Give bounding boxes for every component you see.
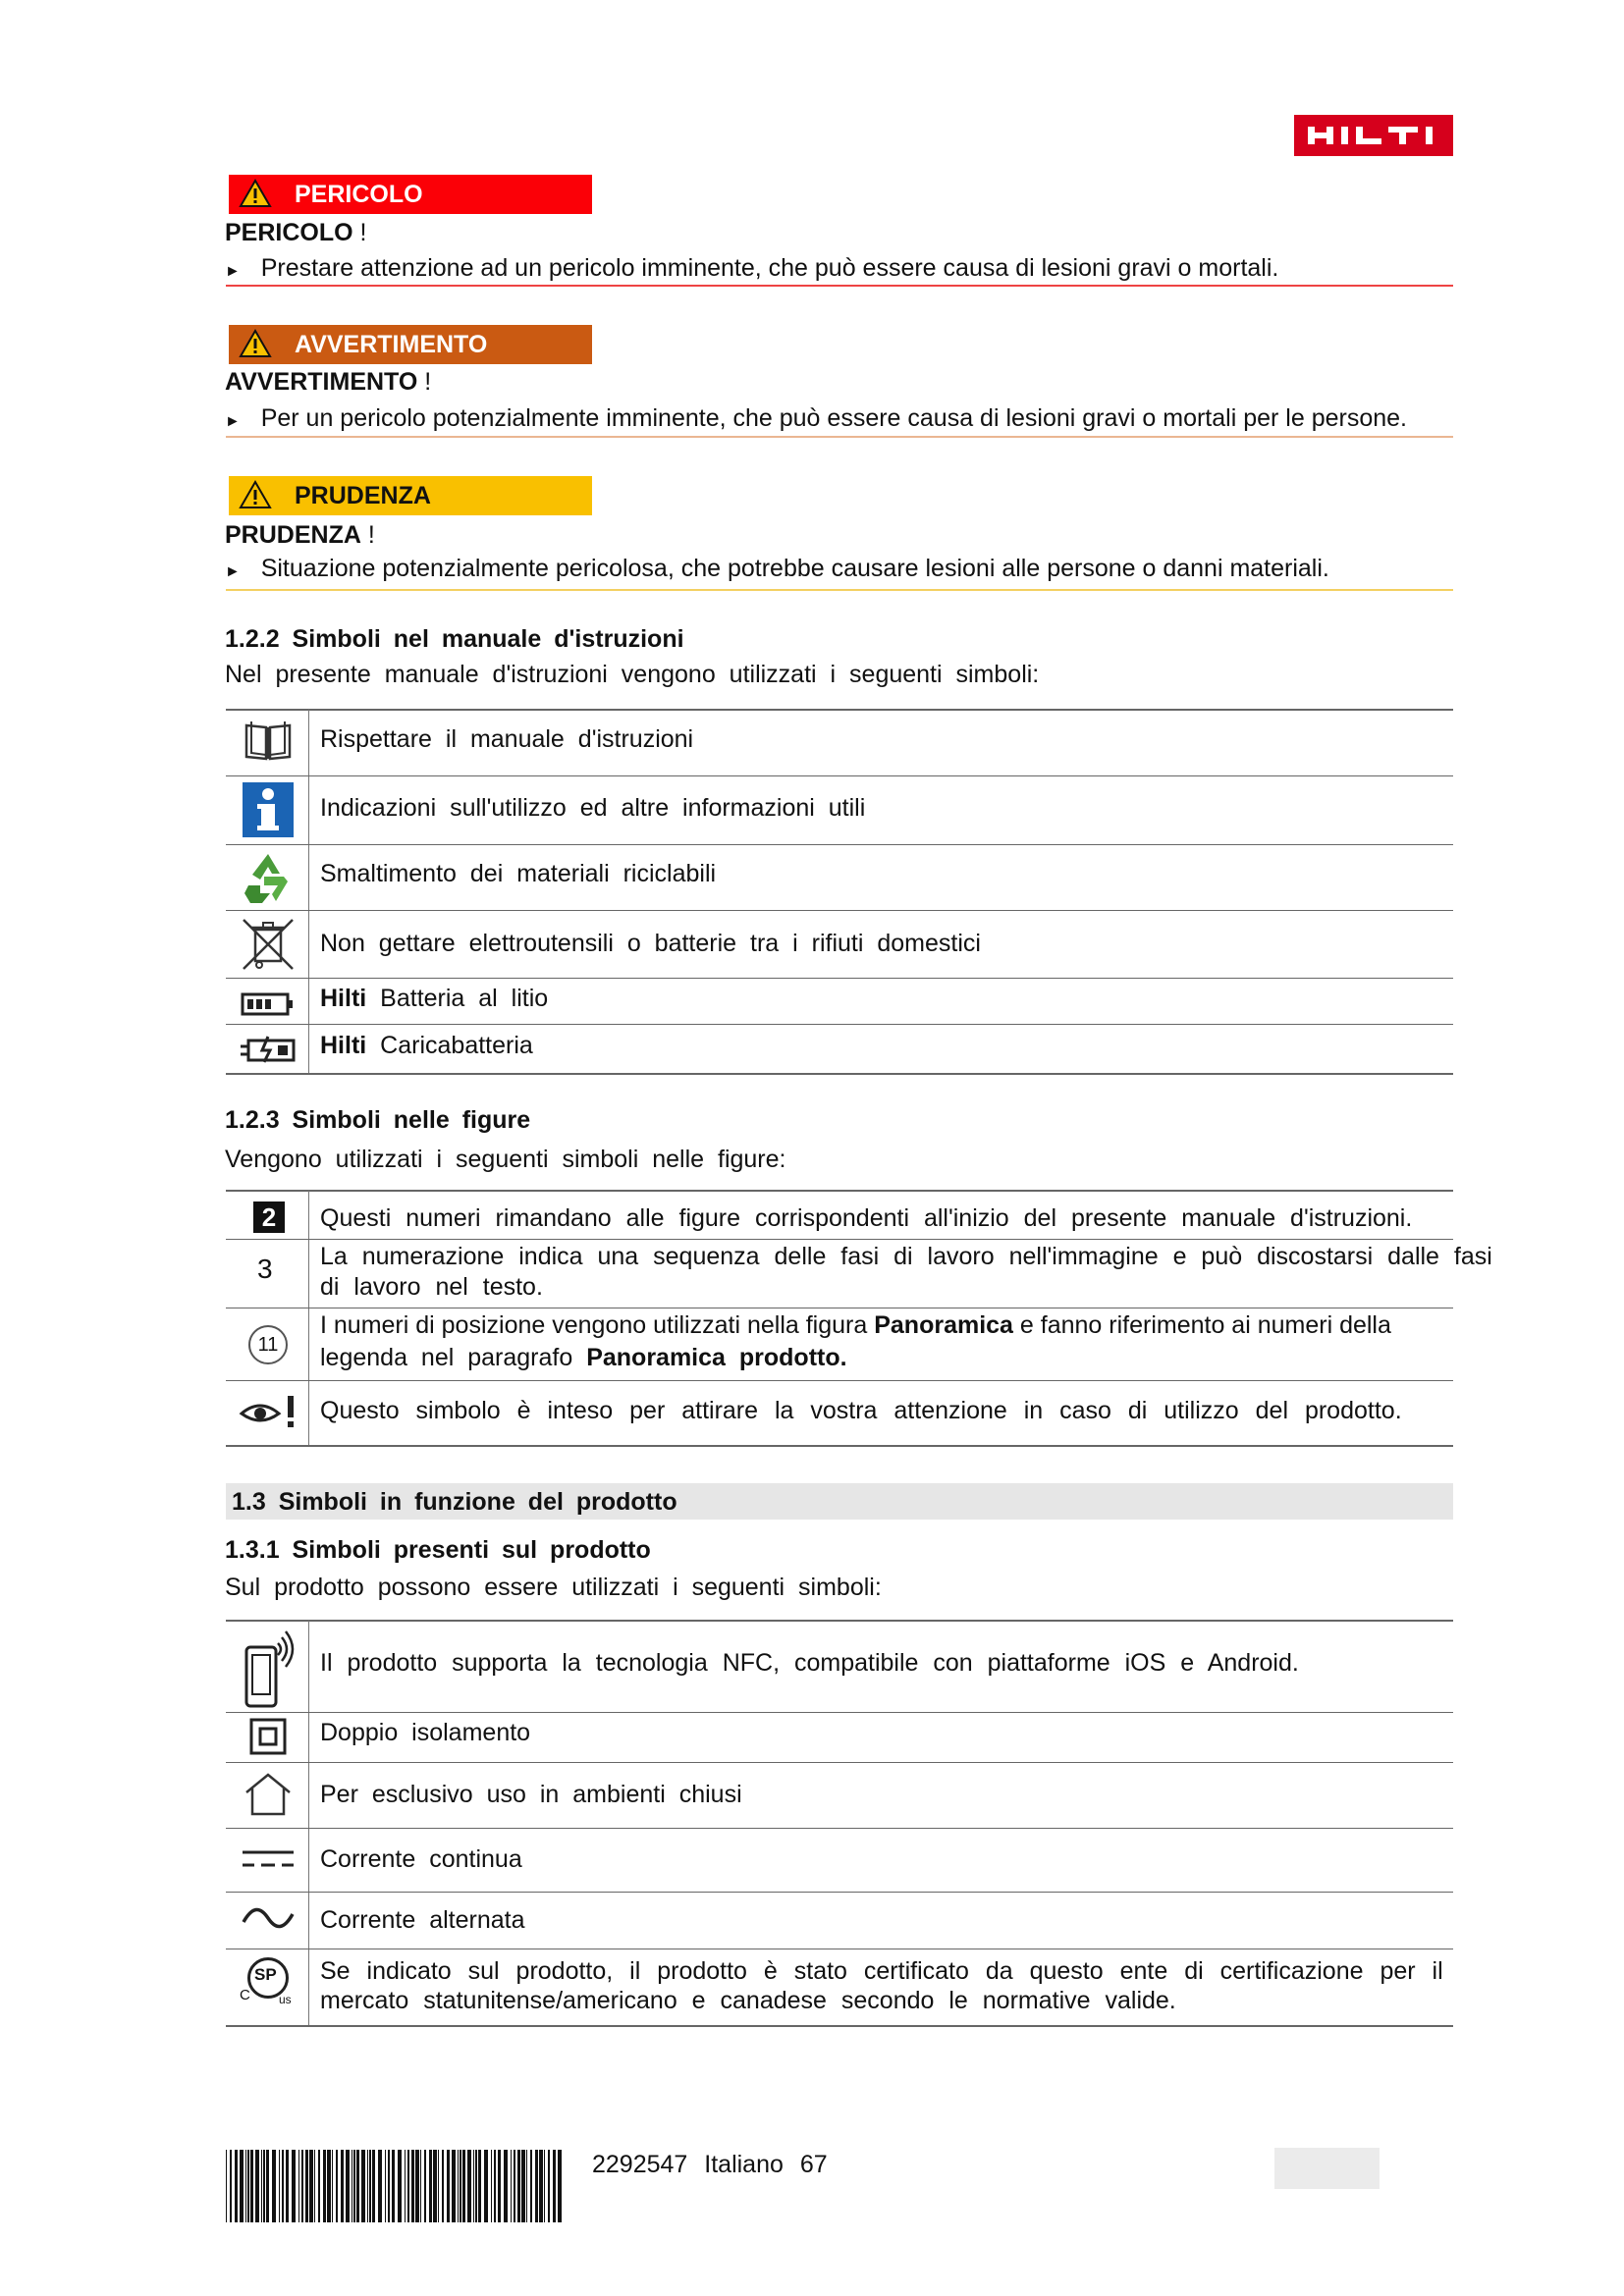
barcode-bar: [462, 2150, 465, 2222]
barcode: [226, 2150, 564, 2222]
barcode-bar: [447, 2150, 450, 2222]
barcode-bar: [494, 2150, 496, 2222]
table-column-divider: [308, 1621, 309, 2027]
symbol-description: Il prodotto supporta la tecnologia NFC, compatibile con piattaforme iOS e Android.: [320, 1649, 1299, 1677]
barcode-bar: [539, 2150, 543, 2222]
barcode-bar: [473, 2150, 474, 2222]
barcode-bar: [298, 2150, 299, 2222]
barcode-bar: [323, 2150, 326, 2222]
eye-attention-icon: [239, 1394, 298, 1429]
caution-banner: [229, 476, 592, 515]
symbol-description-line-2: mercato statunitense/americano e canadese secondo le normative valide.: [320, 1987, 1176, 2014]
symbol-description: Smaltimento dei materiali riciclabili: [320, 860, 717, 887]
table-rule: [226, 775, 1453, 776]
barcode-bar: [301, 2150, 303, 2222]
section-1-3-1-title: 1.3.1 Simboli presenti sul prodotto: [225, 1536, 651, 1564]
symbol-description-line-2: legenda nel paragrafo Panoramica prodotto.: [320, 1344, 847, 1371]
warning-triangle-icon: [239, 329, 272, 358]
table-rule: [226, 1445, 1453, 1447]
position-number-icon: 11: [248, 1325, 288, 1364]
table-rule: [226, 1762, 1453, 1763]
danger-text: ► Prestare attenzione ad un pericolo imminente, che può essere causa di lesioni gravi o mortali.: [225, 254, 1279, 282]
barcode-bar: [356, 2150, 359, 2222]
section-1-2-2-title: 1.2.2 Simboli nel manuale d'istruzioni: [225, 625, 684, 653]
symbol-description: Questo simbolo è inteso per attirare la vostra attenzione in caso di utilizzo del prodotto.: [320, 1397, 1402, 1424]
double-insulation-icon: [249, 1718, 287, 1755]
barcode-bar: [327, 2150, 331, 2222]
csa-certification-icon: SP C us: [240, 1953, 298, 2012]
barcode-bar: [272, 2150, 276, 2222]
section-1-2-3-intro: Vengono utilizzati i seguenti simboli nelle figure:: [225, 1146, 786, 1173]
table-rule: [226, 1073, 1453, 1075]
section-1-2-3-title: 1.2.3 Simboli nelle figure: [225, 1106, 531, 1134]
hilti-logo: [1294, 115, 1453, 156]
caution-text: ► Situazione potenzialmente pericolosa, che potrebbe causare lesioni alle persone o danni materiali.: [225, 555, 1329, 582]
barcode-bar: [240, 2150, 244, 2222]
barcode-bar: [521, 2150, 525, 2222]
warning-banner: [229, 325, 592, 364]
barcode-bar: [266, 2150, 269, 2222]
barcode-bar: [361, 2150, 365, 2222]
barcode-bar: [255, 2150, 259, 2222]
table-rule: [226, 1892, 1453, 1893]
barcode-bar: [261, 2150, 262, 2222]
barcode-bar: [367, 2150, 368, 2222]
table-rule: [226, 1024, 1453, 1025]
table-rule: [226, 910, 1453, 911]
footer-info: 2292547 Italiano 67: [592, 2151, 828, 2178]
table-column-divider: [308, 710, 309, 1075]
barcode-bar: [548, 2150, 550, 2222]
symbol-description-line-1: I numeri di posizione vengono utilizzati nella figura Panoramica e fanno riferimento ai numeri della: [320, 1311, 1391, 1339]
barcode-bar: [336, 2150, 338, 2222]
symbol-description: Per esclusivo uso in ambienti chiusi: [320, 1781, 742, 1808]
barcode-bar: [405, 2150, 406, 2222]
barcode-bar: [318, 2150, 320, 2222]
barcode-bar: [279, 2150, 280, 2222]
barcode-bar: [226, 2150, 227, 2222]
barcode-bar: [392, 2150, 395, 2222]
barcode-bar: [460, 2150, 461, 2222]
barcode-bar: [491, 2150, 492, 2222]
danger-rule: [226, 285, 1453, 287]
table-rule: [226, 1380, 1453, 1381]
symbol-description: Non gettare elettroutensili o batterie tra i rifiuti domestici: [320, 930, 981, 957]
barcode-bar: [511, 2150, 512, 2222]
table-rule: [226, 709, 1453, 711]
barcode-bar: [385, 2150, 386, 2222]
battery-icon: [241, 991, 296, 1017]
symbol-description: Hilti Caricabatteria: [320, 1032, 533, 1059]
warning-triangle-icon: [239, 480, 272, 509]
direct-current-icon: [241, 1847, 296, 1871]
symbol-description-line-2: di lavoro nel testo.: [320, 1273, 543, 1301]
page-tab-marker: [1274, 2148, 1380, 2189]
section-1-2-2-intro: Nel presente manuale d'istruzioni vengono utilizzati i seguenti simboli:: [225, 661, 1040, 688]
step-number-icon: 3: [257, 1254, 273, 1284]
barcode-bar: [458, 2150, 459, 2222]
barcode-bar: [245, 2150, 246, 2222]
barcode-bar: [230, 2150, 232, 2222]
barcode-bar: [282, 2150, 284, 2222]
barcode-bar: [332, 2150, 333, 2222]
barcode-bar: [558, 2150, 562, 2222]
barcode-bar: [475, 2150, 477, 2222]
barcode-bar: [544, 2150, 545, 2222]
barcode-bar: [484, 2150, 488, 2222]
table-rule: [226, 1712, 1453, 1713]
barcode-bar: [429, 2150, 432, 2222]
symbol-description: Corrente alternata: [320, 1906, 525, 1934]
warning-text: ► Per un pericolo potenzialmente imminente, che può essere causa di lesioni gravi o mortali per le persone.: [225, 404, 1407, 432]
table-rule: [226, 844, 1453, 845]
barcode-bar: [372, 2150, 375, 2222]
barcode-bar: [411, 2150, 414, 2222]
table-rule: [226, 1190, 1453, 1192]
alternating-current-icon: [241, 1904, 296, 1932]
barcode-bar: [498, 2150, 501, 2222]
barcode-bar: [553, 2150, 556, 2222]
barcode-bar: [452, 2150, 456, 2222]
table-rule: [226, 1239, 1453, 1240]
table-rule: [226, 1620, 1453, 1622]
charger-icon: [239, 1033, 298, 1064]
barcode-bar: [341, 2150, 344, 2222]
barcode-bar: [530, 2150, 532, 2222]
barcode-bar: [407, 2150, 409, 2222]
symbol-description: Hilti Batteria al litio: [320, 985, 549, 1012]
barcode-bar: [286, 2150, 289, 2222]
warning-rule: [226, 436, 1453, 438]
section-1-3-1-intro: Sul prodotto possono essere utilizzati i seguenti simboli:: [225, 1574, 882, 1601]
barcode-bar: [314, 2150, 315, 2222]
crossed-bin-icon: [240, 916, 297, 973]
nfc-phone-icon: [241, 1629, 296, 1710]
barcode-bar: [433, 2150, 437, 2222]
recycle-icon: [241, 850, 296, 905]
barcode-bar: [424, 2150, 426, 2222]
barcode-bar: [398, 2150, 402, 2222]
table-column-divider: [308, 1191, 309, 1447]
danger-heading: PERICOLO !: [225, 219, 367, 246]
barcode-bar: [478, 2150, 481, 2222]
table-rule: [226, 1828, 1453, 1829]
barcode-bar: [415, 2150, 419, 2222]
section-1-3-title: 1.3 Simboli in funzione del prodotto: [232, 1488, 677, 1516]
danger-banner: [229, 175, 592, 214]
manual-icon: [243, 718, 294, 763]
barcode-bar: [514, 2150, 515, 2222]
symbol-description: Indicazioni sull'utilizzo ed altre informazioni utili: [320, 794, 866, 822]
barcode-bar: [526, 2150, 527, 2222]
warning-heading: AVVERTIMENTO !: [225, 368, 432, 396]
barcode-bar: [309, 2150, 313, 2222]
barcode-bar: [353, 2150, 355, 2222]
warning-triangle-icon: [239, 179, 272, 208]
caution-banner-label: PRUDENZA: [295, 482, 431, 509]
barcode-bar: [292, 2150, 296, 2222]
indoor-house-icon: [243, 1771, 294, 1818]
symbol-description-line-1: La numerazione indica una sequenza delle fasi di lavoro nell'immagine e può discostarsi dalle fasi: [320, 1243, 1492, 1270]
caution-heading: PRUDENZA !: [225, 521, 375, 549]
barcode-bar: [467, 2150, 471, 2222]
barcode-bar: [305, 2150, 308, 2222]
barcode-bar: [346, 2150, 350, 2222]
barcode-bar: [517, 2150, 520, 2222]
barcode-bar: [235, 2150, 238, 2222]
barcode-bar: [504, 2150, 508, 2222]
symbol-description-line-1: Se indicato sul prodotto, il prodotto è stato certificato da questo ente di certificazione per il: [320, 1957, 1443, 1985]
barcode-bar: [250, 2150, 253, 2222]
barcode-bar: [535, 2150, 538, 2222]
danger-banner-label: PERICOLO: [295, 181, 423, 208]
symbol-description: Doppio isolamento: [320, 1719, 531, 1746]
barcode-bar: [438, 2150, 439, 2222]
barcode-bar: [263, 2150, 265, 2222]
symbol-description: Questi numeri rimandano alle figure corrispondenti all'inizio del presente manuale d'istruzioni.: [320, 1204, 1413, 1232]
barcode-bar: [442, 2150, 444, 2222]
table-rule: [226, 2025, 1453, 2027]
barcode-bar: [247, 2150, 249, 2222]
info-icon: [243, 782, 294, 837]
table-rule: [226, 978, 1453, 979]
caution-rule: [226, 589, 1453, 591]
barcode-bar: [420, 2150, 421, 2222]
barcode-bar: [388, 2150, 390, 2222]
symbol-description: Corrente continua: [320, 1845, 522, 1873]
barcode-bar: [369, 2150, 371, 2222]
figure-number-icon: 2: [253, 1201, 285, 1233]
symbol-description: Rispettare il manuale d'istruzioni: [320, 725, 694, 753]
warning-banner-label: AVVERTIMENTO: [295, 331, 488, 358]
barcode-bar: [378, 2150, 382, 2222]
